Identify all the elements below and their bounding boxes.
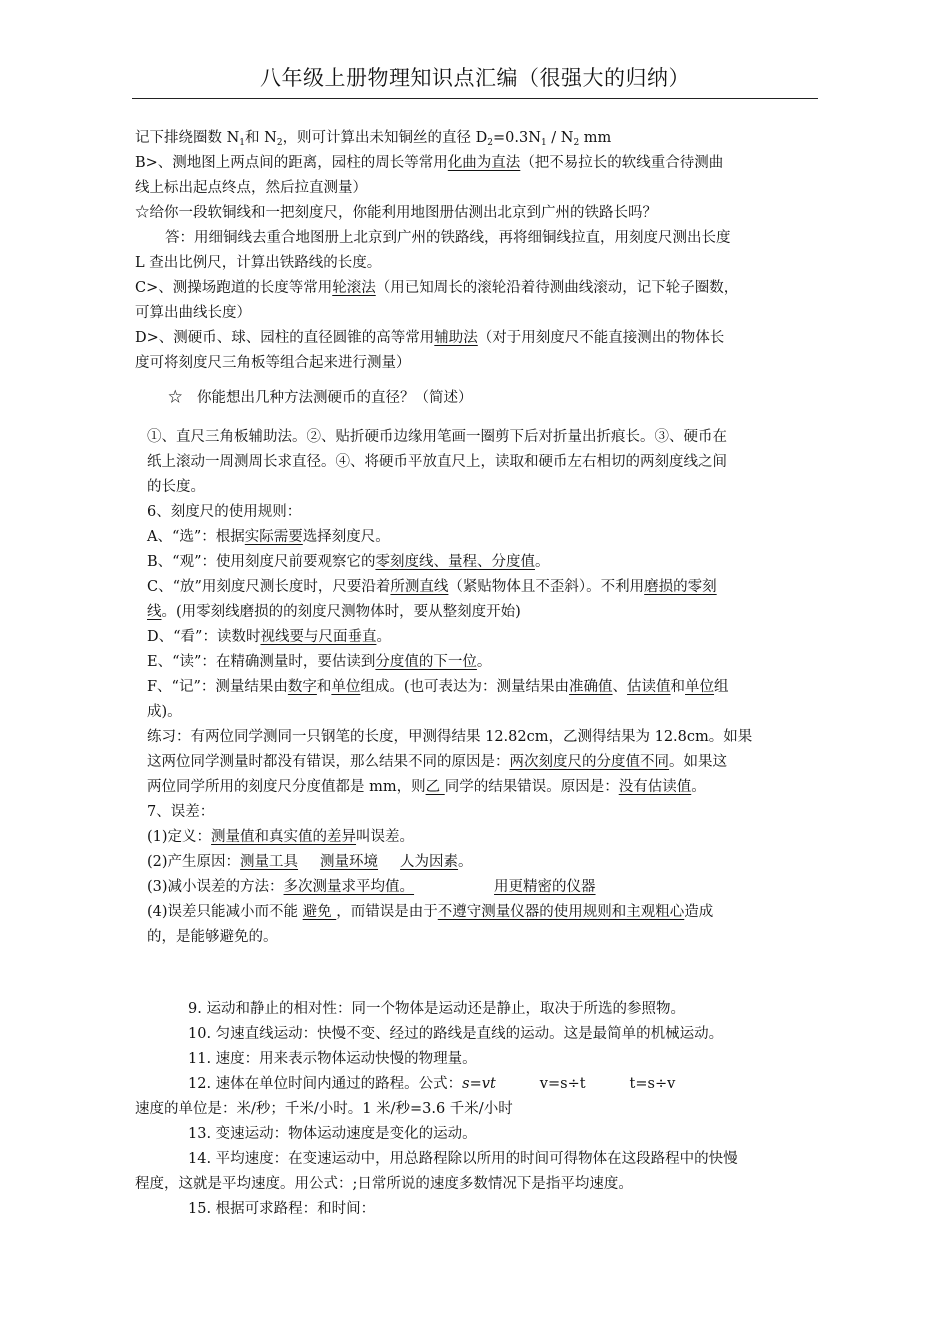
question-railway: ☆给你一段软铜线和一把刻度尺，你能利用地图册估测出北京到广州的铁路长吗？ xyxy=(135,205,657,221)
rule-d: D、“看”：读数时视线要与尺面垂直。 xyxy=(147,629,391,645)
rule-f-line-1: F、“记”：测量结果由数字和单位组成。(也可表达为：测量结果由准确值、估读值和单位组 xyxy=(147,679,729,695)
rule-b: B、“观”：使用刻度尺前要观察它的零刻度线、量程、分度值。 xyxy=(147,554,550,570)
page-header-title: 八年级上册物理知识点汇编（很强大的归纳） xyxy=(260,66,690,90)
error-definition: (1)定义：测量值和真实值的差异叫误差。 xyxy=(147,829,415,845)
rule-e: E、“读”：在精确测量时，要估读到分度值的下一位。 xyxy=(147,654,492,670)
exercise-line-1: 练习：有两位同学测同一只钢笔的长度，甲测得结果 12.82cm，乙测得结果为 12.8cm。如果 xyxy=(147,729,753,745)
error-vs-mistake-line-2: 的，是能够避免的。 xyxy=(147,929,278,945)
coin-methods-line-3: 的长度。 xyxy=(147,479,205,495)
error-heading: 7、误差： xyxy=(147,804,215,820)
method-b-line-1: B>、测地图上两点间的距离，园柱的周长等常用化曲为直法（把不易拉长的软线重合待测曲 xyxy=(135,155,724,171)
question-coin: ☆ 你能想出几种方法测硬币的直径？（简述） xyxy=(168,390,473,406)
ruler-rules-heading: 6、刻度尺的使用规则： xyxy=(147,504,302,520)
answer-railway-line-2: L 查出比例尺，计算出铁路线的长度。 xyxy=(135,255,382,271)
rule-c-line-2: 线。(用零刻线磨损的的刻度尺测物体时，要从整刻度开始) xyxy=(147,604,521,620)
exercise-line-2: 这两位同学测量时都没有错误，那么结果不同的原因是：两次刻度尺的分度值不同。如果这 xyxy=(147,754,727,770)
speed-units: 速度的单位是：米/秒；千米/小时。1 米/秒=3.6 千米/小时 xyxy=(135,1101,513,1117)
item-15: 15. 根据可求路程：和时间： xyxy=(188,1201,376,1217)
method-d-line-2: 度可将刻度尺三角板等组合起来进行测量） xyxy=(135,355,411,371)
rule-a: A、“选”：根据实际需要选择刻度尺。 xyxy=(147,529,390,545)
error-vs-mistake-line-1: (4)误差只能减小而不能 避免 ，而错误是由于不遵守测量仪器的使用规则和主观粗心造成 xyxy=(147,904,714,920)
method-c-line-1: C>、测操场跑道的长度等常用轮滚法（用已知周长的滚轮沿着待测曲线滚动，记下轮子圈数， xyxy=(135,280,739,296)
item-12: 12. 速体在单位时间内通过的路程。公式：s=vt v=s÷t t=s÷v xyxy=(188,1076,676,1092)
diameter-formula-line: 记下排绕圈数 $N_1$和 $N_2$，则可计算出未知铜丝的直径 $D_2=0.3N_1 / N_2$ mm xyxy=(135,130,612,148)
method-b-line-2: 线上标出起点终点，然后拉直测量） xyxy=(135,180,367,196)
item-14-line-2: 程度，这就是平均速度。用公式：;日常所说的速度多数情况下是指平均速度。 xyxy=(135,1176,633,1192)
error-reduction: (3)减小误差的方法：多次测量求平均值。 用更精密的仪器 xyxy=(147,879,596,895)
item-11: 11. 速度：用来表示物体运动快慢的物理量。 xyxy=(188,1051,477,1067)
error-causes: (2)产生原因：测量工具 测量环境 人为因素。 xyxy=(147,854,473,870)
exercise-line-3: 两位同学所用的刻度尺分度值都是 mm，则乙 同学的结果错误。原因是：没有估读值。 xyxy=(147,779,706,795)
header-rule xyxy=(132,98,818,99)
item-9: 9. 运动和静止的相对性：同一个物体是运动还是静止，取决于所选的参照物。 xyxy=(188,1001,685,1017)
coin-methods-line-1: ①、直尺三角板辅助法。②、贴折硬币边缘用笔画一圈剪下后对折量出折痕长。③、硬币在 xyxy=(147,429,727,445)
method-c-line-2: 可算出曲线长度） xyxy=(135,305,251,321)
item-10: 10. 匀速直线运动：快慢不变、经过的路线是直线的运动。这是最简单的机械运动。 xyxy=(188,1026,724,1042)
rule-f-line-2: 成)。 xyxy=(147,704,182,720)
method-d-line-1: D>、测硬币、球、园柱的直径圆锥的高等常用辅助法（对于用刻度尺不能直接测出的物体长 xyxy=(135,330,725,346)
rule-c-line-1: C、“放”用刻度尺测长度时，尺要沿着所测直线（紧贴物体且不歪斜）。不利用磨损的零刻 xyxy=(147,579,717,595)
item-13: 13. 变速运动：物体运动速度是变化的运动。 xyxy=(188,1126,477,1142)
answer-railway-line-1: 答：用细铜线去重合地图册上北京到广州的铁路线，再将细铜线拉直，用刻度尺测出长度 xyxy=(165,230,731,246)
coin-methods-line-2: 纸上滚动一周测周长求直径。④、将硬币平放直尺上，读取和硬币左右相切的两刻度线之间 xyxy=(147,454,727,470)
item-14-line-1: 14. 平均速度：在变速运动中，用总路程除以所用的时间可得物体在这段路程中的快慢 xyxy=(188,1151,738,1167)
